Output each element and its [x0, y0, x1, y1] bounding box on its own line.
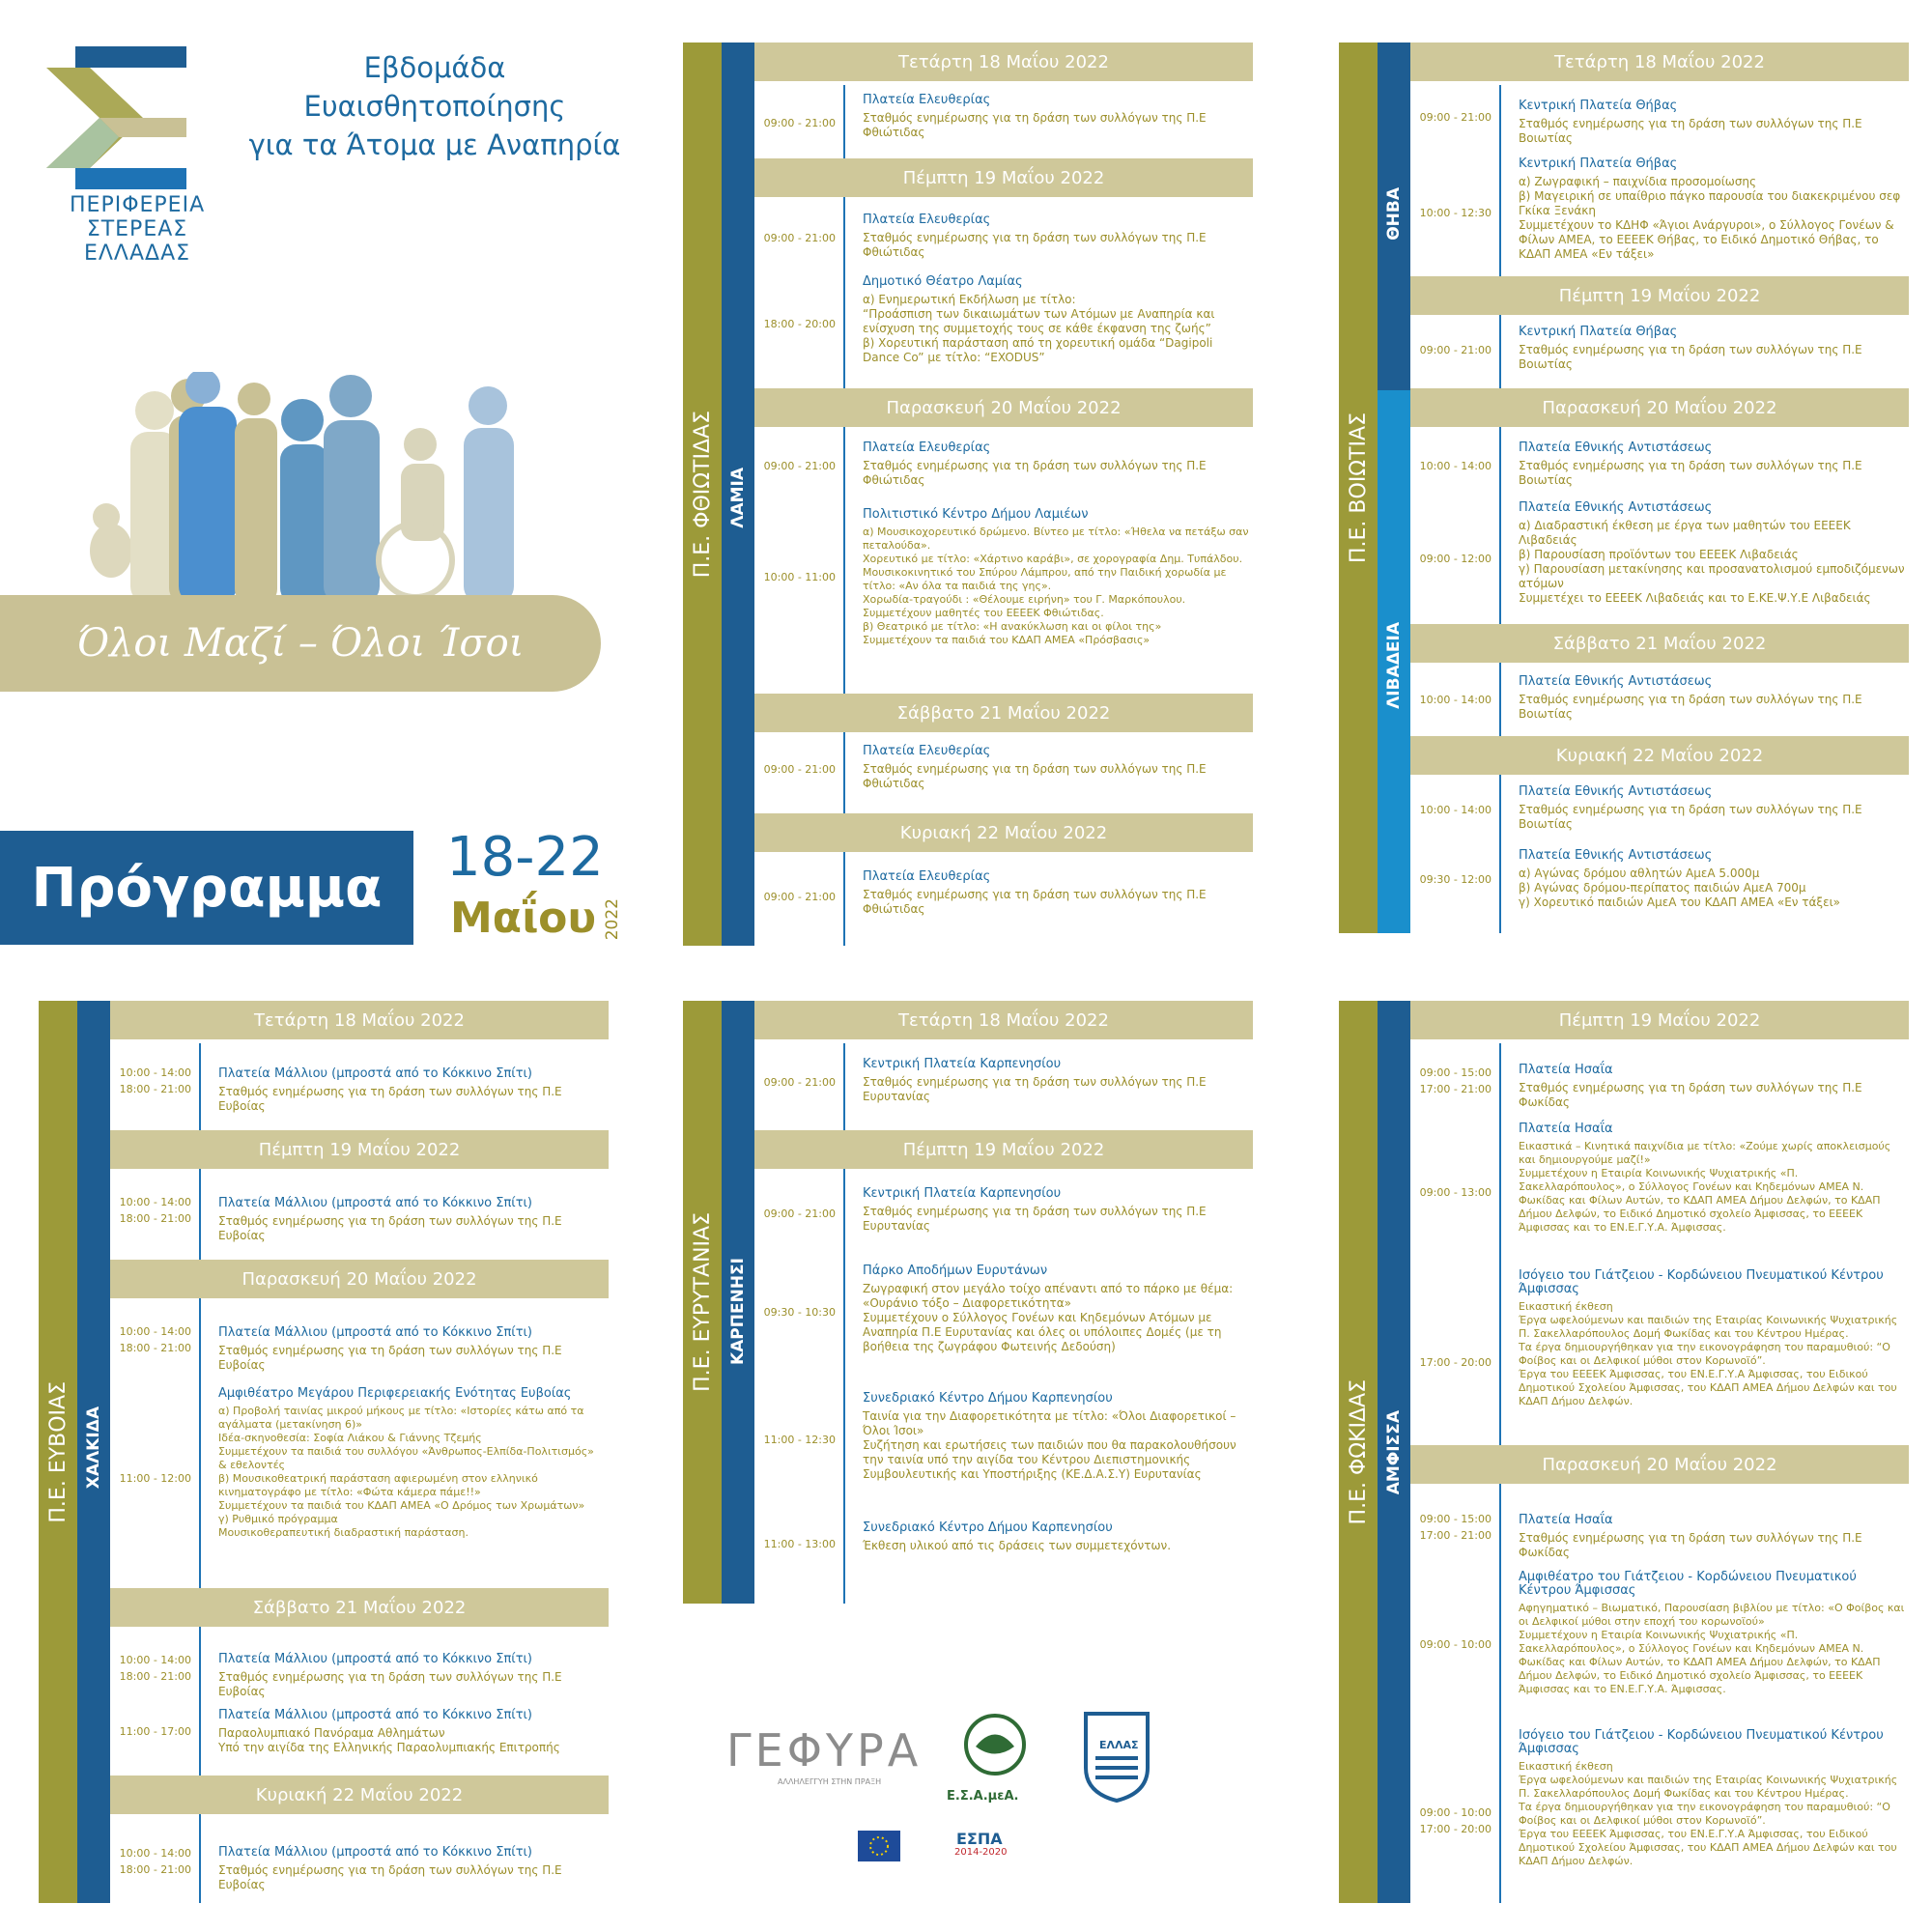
- year-label: 2022: [603, 898, 622, 941]
- event: Πλατεία Εθνικής Αντιστάσεως Σταθμός ενημέρωσης για τη δράση των συλλόγων της Π.Ε Βοιωτίας: [1519, 674, 1862, 721]
- event: Ισόγειο του Γιάτζειου - Κορδώνειου Πνευματικού Κέντρου Άμφισσας Εικαστική έκθεση Έργα ωφελούμενων και παιδιών της Εταιρίας Κοινωνικής Ψυχιατρικής Π. Σακελλαρόπουλος Δομή Φωκίδας και του Κέντρου Ημέρας. Τα έργα δημιουργήθηκαν για την εικονογράφηση του παραμυθιού: “Ο Φοίβος και οι Δελφικοί μύθοι στον Κορωνοϊό”. Έργα του ΕΕΕΕΚ Άμφισσας, του ΕΝ.Ε.Γ.Υ.Α Άμφισσας, του Ειδικού Δημοτικού Σχολείου Άμφισσας, του ΚΔΑΠ ΑΜΕΑ Δήμου Δελφών και του ΚΔΑΠ Δήμου Δελφών.: [1519, 1268, 1898, 1407]
- event-time: 09:00 - 21:00: [763, 232, 836, 244]
- region-label: Π.Ε. ΕΥΒΟΙΑΣ: [45, 1380, 71, 1523]
- event-time: 17:00 - 20:00: [1419, 1356, 1492, 1369]
- region-line3: ΕΛΛΑΔΑΣ: [83, 242, 191, 266]
- event-time: 09:30 - 10:30: [763, 1306, 836, 1319]
- city-bar: [722, 43, 754, 946]
- event-time: 09:00 - 10:00 17:00 - 20:00: [1419, 1806, 1492, 1835]
- event: Πολιτιστικό Κέντρο Δήμου Λαμιέων α) Μουσικοχορευτικό δρώμενο. Βίντεο με τίτλο: «Ήθελα να πετάξω σαν πεταλούδα». Χορευτικό με τίτλο: «Χάρτινο καράβι», σε χορογραφία Δημ. Τυπάλδου. Μουσικοκινητικό του Σπύρου Λάμπρου, από την Παιδική χορωδία με τίτλο: «Αν όλα τα παιδιά της γης». Χορωδία-τραγούδι : «Θέλουμε ειρήνη» του Γ. Μαρκόπουλου. Συμμετέχουν μαθητές του ΕΕΕΕΚ Φθιώτιδας. β) Θεατρικό με τίτλο: «Η ανακύκλωση και οι φίλοι της» Συμμετέχουν τα παιδιά του ΚΔΑΠ ΑΜΕΑ «Πρόσβασις»: [863, 507, 1249, 646]
- event-title: [242, 48, 628, 164]
- event: Αμφιθέατρο του Γιάτζειου - Κορδώνειου Πνευματικού Κέντρου Άμφισσας Αφηγηματικό – Βιωματικό, Παρουσίαση βιβλίου με τίτλο: «Ο Φοίβος και οι Δελφικοί μύθοι στην εποχή του κορωνοϊού» Συμμετέχουν η Εταιρία Κοινωνικής Ψυχιατρικής «Π. Σακελλαρόπουλος», ο Σύλλογος Γονέων και Κηδεμόνων ΑΜΕΑ Ν. Φωκίδας και Φίλων Αυτών, το ΚΔΑΠ ΑΜΕΑ Δήμου Δελφών, το ΚΔΑΠ Δήμου Δελφών, το Ειδικό Δημοτικό σχολείο Άμφισσας, το ΕΕΕΕΚ Άμφισσας και το ΕΝ.Ε.Γ.Υ.Α. Άμφισσας.: [1519, 1570, 1905, 1695]
- event: Κεντρική Πλατεία Καρπενησίου Σταθμός ενημέρωσης για τη δράση των συλλόγων της Π.Ε Ευρυτανίας: [863, 1186, 1207, 1233]
- event-title-line1: Εβδομάδα Ευαισθητοποίησης: [303, 51, 566, 123]
- eu-flag-icon: [858, 1831, 900, 1861]
- event: Πλατεία Ελευθερίας Σταθμός ενημέρωσης για τη δράση των συλλόγων της Π.Ε Φθιώτιδας: [863, 869, 1207, 916]
- region-label: Π.Ε. ΒΟΙΩΤΙΑΣ: [1346, 412, 1371, 563]
- day-header: Τετάρτη 18 Μαΐου 2022: [754, 43, 1253, 81]
- esamea-logo-icon: [952, 1708, 1038, 1795]
- event: Πλατεία Ησαΐα Σταθμός ενημέρωσης για τη δράση των συλλόγων της Π.Ε Φωκίδας: [1519, 1063, 1862, 1109]
- event-time: 09:00 - 21:00: [763, 1208, 836, 1220]
- region-label: Π.Ε. ΦΘΙΩΤΙΔΑΣ: [690, 410, 715, 579]
- paralympic-logo-icon: [1082, 1710, 1151, 1803]
- event-time: 09:00 - 21:00: [763, 763, 836, 776]
- event: Πλατεία Εθνικής Αντιστάσεως Σταθμός ενημέρωσης για τη δράση των συλλόγων της Π.Ε Βοιωτίας: [1519, 440, 1862, 487]
- event: Πλατεία Ελευθερίας Σταθμός ενημέρωσης για τη δράση των συλλόγων της Π.Ε Φθιώτιδας: [863, 440, 1207, 487]
- gefyra-logo: ΓΕΦΥΡΑ: [726, 1724, 923, 1776]
- event: Ισόγειο του Γιάτζειου - Κορδώνειου Πνευματικού Κέντρου Άμφισσας Εικαστική έκθεση Έργα ωφελούμενων και παιδιών της Εταιρίας Κοινωνικής Ψυχιατρικής Π. Σακελλαρόπουλος Δομή Φωκίδας και του Κέντρου Ημέρας. Τα έργα δημιουργήθηκαν για την εικονογράφηση του παραμυθιού: “Ο Φοίβος και οι Δελφικοί μύθοι στον Κορωνοϊό”. Έργα του ΕΕΕΕΚ Άμφισσας, του ΕΝ.Ε.Γ.Υ.Α Άμφισσας, του Ειδικού Δημοτικού Σχολείου Άμφισσας, του ΚΔΑΠ ΑΜΕΑ Δήμου Δελφών και του ΚΔΑΠ Δήμου Δελφών.: [1519, 1728, 1898, 1867]
- day-header: Παρασκευή 20 Μαΐου 2022: [1410, 1445, 1909, 1484]
- sigma-logo-icon: [46, 46, 191, 191]
- event-time: 10:00 - 14:00 18:00 - 21:00: [119, 1325, 191, 1354]
- day-header: Πέμπτη 19 Μαΐου 2022: [110, 1130, 609, 1169]
- event: Πλατεία Μάλλιου (μπροστά από το Κόκκινο Σπίτι) Σταθμός ενημέρωσης για τη δράση των συλλόγων της Π.Ε Ευβοίας: [218, 1325, 562, 1372]
- event-time: 10:00 - 14:00: [1419, 460, 1492, 472]
- day-header: Τετάρτη 18 Μαΐου 2022: [1410, 43, 1909, 81]
- day-header: Σάββατο 21 Μαΐου 2022: [1410, 624, 1909, 663]
- region-bar: [1339, 43, 1378, 933]
- region-line2: ΣΤΕΡΕΑΣ: [86, 217, 188, 242]
- event-time: 18:00 - 20:00: [763, 318, 836, 330]
- event: Δημοτικό Θέατρο Λαμίας α) Ενημερωτική Εκδήλωση με τίτλο: “Προάσπιση των δικαιωμάτων των Ατόμων με Αναπηρία και ενίσχυση της συμμετοχής τους σε κάθε έκφανση της ζωής” β) Χορευτική παράσταση από τη χορευτική ομάδα “Dagipoli Dance Co” με τίτλο: “EXODUS”: [863, 274, 1215, 364]
- event: Κεντρική Πλατεία Θήβας Σταθμός ενημέρωσης για τη δράση των συλλόγων της Π.Ε Βοιωτίας: [1519, 325, 1862, 371]
- city-label: ΧΑΛΚΙΔΑ: [84, 1406, 103, 1490]
- program-label-box: [0, 831, 413, 945]
- event: Πλατεία Ελευθερίας Σταθμός ενημέρωσης για τη δράση των συλλόγων της Π.Ε Φθιώτιδας: [863, 744, 1207, 790]
- event-time: 09:00 - 21:00: [763, 891, 836, 903]
- event-time: 10:00 - 14:00 18:00 - 21:00: [119, 1196, 191, 1225]
- slogan-banner: [0, 595, 601, 692]
- event: Πλατεία Εθνικής Αντιστάσεως α) Διαδραστική έκθεση με έργα των μαθητών του ΕΕΕΕΚ Λιβαδειάς β) Παρουσίαση προϊόντων του ΕΕΕΕΚ Λιβαδειάς γ) Παρουσίαση μετακίνησης και προσανατολισμού εμποδιζόμενων ατόμων Συμμετέχει το ΕΕΕΕΚ Λιβαδειάς και το Ε.ΚΕ.Ψ.Υ.Ε Λιβαδειάς: [1519, 500, 1905, 605]
- city-bar: [1378, 1001, 1410, 1903]
- city-bar: [77, 1001, 110, 1903]
- event: Πλατεία Μάλλιου (μπροστά από το Κόκκινο Σπίτι) Σταθμός ενημέρωσης για τη δράση των συλλόγων της Π.Ε Ευβοίας: [218, 1066, 562, 1113]
- event-time: 09:00 - 15:00 17:00 - 21:00: [1419, 1066, 1492, 1095]
- event: Κεντρική Πλατεία Θήβας α) Ζωγραφική – παιχνίδια προσομοίωσης β) Μαγειρική σε υπαίθριο πάγκο παρουσία του διακεκριμένου σεφ Γκίκα Ξενάκη Συμμετέχουν το ΚΔΗΦ «Άγιοι Ανάργυροι», ο Σύλλογος Γονέων & Φίλων ΑΜΕΑ, το ΕΕΕΕΚ Θήβας, το Ειδικό Δημοτικό Θήβας, το ΚΔΑΠ ΑΜΕΑ «Εν τάξει»: [1519, 156, 1901, 261]
- day-header: Σάββατο 21 Μαΐου 2022: [110, 1588, 609, 1627]
- event: Κεντρική Πλατεία Καρπενησίου Σταθμός ενημέρωσης για τη δράση των συλλόγων της Π.Ε Ευρυτανίας: [863, 1057, 1207, 1103]
- event-time: 09:00 - 15:00 17:00 - 21:00: [1419, 1513, 1492, 1542]
- event: Πλατεία Εθνικής Αντιστάσεως α) Αγώνας δρόμου αθλητών ΑμεΑ 5.000μ β) Αγώνας δρόμου-περίπατος παιδιών ΑμεΑ 700μ γ) Χορευτικό παιδιών ΑμεΑ του ΚΔΑΠ ΑΜΕΑ «Εν τάξει»: [1519, 848, 1841, 909]
- event-time: 10:00 - 14:00 18:00 - 21:00: [119, 1847, 191, 1876]
- day-header: Κυριακή 22 Μαΐου 2022: [1410, 736, 1909, 775]
- espa-years: 2014-2020: [954, 1847, 1008, 1858]
- region-bar: [683, 43, 722, 946]
- region-line1: ΠΕΡΙΦΕΡΕΙΑ: [70, 193, 206, 217]
- event-time: 11:00 - 12:30: [763, 1434, 836, 1446]
- region-bar: [39, 1001, 77, 1903]
- city-label: ΚΑΡΠΕΝΗΣΙ: [728, 1258, 748, 1366]
- event-time: 09:00 - 21:00: [763, 117, 836, 129]
- timeline-line: [1499, 85, 1501, 933]
- region-label: Π.Ε. ΕΥΡΥΤΑΝΙΑΣ: [690, 1212, 715, 1392]
- panel-fthiotida: [683, 43, 1253, 946]
- event-time: 11:00 - 17:00: [119, 1725, 191, 1738]
- esamea-logo-text: Ε.Σ.Α.μεΑ.: [947, 1789, 1019, 1804]
- event: Συνεδριακό Κέντρο Δήμου Καρπενησίου Ταινία για την Διαφορετικότητα με τίτλο: «Όλοι Διαφορετικοί – Όλοι Ίσοι» Συζήτηση και ερωτήσεις των παιδιών που θα παρακολουθήσουν την ταινία υπό την αιγίδα του Κέντρου Διεπιστημονικής Συμβουλευτικής και Υποστήριξης (ΚΕ.Δ.Α.Σ.Υ) Ευρυτανίας: [863, 1391, 1236, 1481]
- timeline-line: [199, 1043, 201, 1903]
- event: Συνεδριακό Κέντρο Δήμου Καρπενησίου Έκθεση υλικού από τις δράσεις των συμμετεχόντων.: [863, 1520, 1172, 1552]
- event: Πλατεία Μάλλιου (μπροστά από το Κόκκινο Σπίτι) Παραολυμπιακό Πανόραμα Αθλημάτων Υπό την αιγίδα της Ελληνικής Παραολυμπιακής Επιτροπής: [218, 1708, 560, 1754]
- day-header: Σάββατο 21 Μαΐου 2022: [754, 694, 1253, 732]
- day-header: Πέμπτη 19 Μαΐου 2022: [1410, 1001, 1909, 1039]
- wheelchair-icon: [379, 428, 452, 597]
- panel-fokida: [1339, 1001, 1909, 1903]
- event-title-line2: για τα Άτομα με Αναπηρία: [248, 128, 621, 161]
- event: Αμφιθέατρο Μεγάρου Περιφερειακής Ενότητας Ευβοίας α) Προβολή ταινίας μικρού μήκους με τίτλο: «Ιστορίες κάτω από τα αγάλματα (μετακίνηση 6)» Ιδέα-σκηνοθεσία: Σοφία Λιάκου & Γιάννης Τζεμής Συμμετέχουν τα παιδιά του συλλόγου «Άνθρωπος-Ελπίδα-Πολιτισμός» & εθελοντές β) Μουσικοθεατρική παράσταση αφιερωμένη στον ελληνικό κινηματογράφο με τίτλο: «Φώτα κάμερα πάμε!!» Συμμετέχουν τα παιδιά του ΚΔΑΠ ΑΜΕΑ «Ο Δρόμος των Χρωμάτων» γ) Ρυθμικό πρόγραμμα Μουσικοθεραπευτική διαδραστική παράσταση.: [218, 1386, 594, 1539]
- panel-voiotia: [1339, 43, 1909, 933]
- event-time: 09:30 - 12:00: [1419, 873, 1492, 886]
- day-header: Πέμπτη 19 Μαΐου 2022: [1410, 276, 1909, 315]
- event-time: 09:00 - 10:00: [1419, 1638, 1492, 1651]
- espa-logo-text: ΕΣΠΑ: [956, 1830, 1003, 1848]
- day-header: Τετάρτη 18 Μαΐου 2022: [110, 1001, 609, 1039]
- timeline-line: [843, 1043, 845, 1604]
- gefyra-tagline: ΑΛΛΗΛΕΓΓΥΗ ΣΤΗΝ ΠΡΑΞΗ: [778, 1777, 882, 1786]
- event: Πλατεία Μάλλιου (μπροστά από το Κόκκινο Σπίτι) Σταθμός ενημέρωσης για τη δράση των συλλόγων της Π.Ε Ευβοίας: [218, 1196, 562, 1242]
- city-label: ΛΙΒΑΔΕΙΑ: [1384, 622, 1404, 709]
- event-time: 09:00 - 21:00: [1419, 344, 1492, 356]
- region-logo: [46, 46, 191, 191]
- program-label: Πρόγραμμα: [31, 856, 383, 920]
- date-range: 18-22: [446, 826, 604, 889]
- event: Πλατεία Ελευθερίας Σταθμός ενημέρωσης για τη δράση των συλλόγων της Π.Ε Φθιώτιδας: [863, 213, 1207, 259]
- month-label: Μαΐου: [450, 894, 597, 943]
- event-time: 10:00 - 11:00: [763, 571, 836, 583]
- region-bar: [1339, 1001, 1378, 1903]
- event: Πλατεία Ελευθερίας Σταθμός ενημέρωσης για τη δράση των συλλόγων της Π.Ε Φθιώτιδας: [863, 93, 1207, 139]
- event-time: 10:00 - 14:00: [1419, 804, 1492, 816]
- region-bar: [683, 1001, 722, 1604]
- day-header: Παρασκευή 20 Μαΐου 2022: [110, 1260, 609, 1298]
- day-header: Κυριακή 22 Μαΐου 2022: [110, 1776, 609, 1814]
- city-bar: [722, 1001, 754, 1604]
- event-time: 11:00 - 13:00: [763, 1538, 836, 1550]
- event: Πλατεία Ησαΐα Σταθμός ενημέρωσης για τη δράση των συλλόγων της Π.Ε Φωκίδας: [1519, 1513, 1862, 1559]
- day-header: Παρασκευή 20 Μαΐου 2022: [1410, 388, 1909, 427]
- event-time: 09:00 - 21:00: [1419, 111, 1492, 124]
- city-bar-livadeia: [1378, 390, 1410, 933]
- event-time: 11:00 - 12:00: [119, 1472, 191, 1485]
- event: Πάρκο Αποδήμων Ευρυτάνων Ζωγραφική στον μεγάλο τοίχο απέναντι από το πάρκο με θέμα: «Ουράνιο τόξο – Διαφορετικότητα» Συμμετέχουν ο Σύλλογος Γονέων και Κηδεμόνων Ατόμων με Αναπηρία Π.Ε Ευρυτανίας και όλες οι υπόλοιπες Δομές (με τη βοήθεια της ζωγράφου Φωτεινής Δεδούση): [863, 1264, 1234, 1353]
- panel-evia: [39, 1001, 609, 1903]
- city-label: ΛΑΜΙΑ: [728, 468, 748, 528]
- event: Πλατεία Εθνικής Αντιστάσεως Σταθμός ενημέρωσης για τη δράση των συλλόγων της Π.Ε Βοιωτίας: [1519, 784, 1862, 831]
- event-time: 09:00 - 13:00: [1419, 1186, 1492, 1199]
- day-header: Κυριακή 22 Μαΐου 2022: [754, 813, 1253, 852]
- event-time: 09:00 - 21:00: [763, 460, 836, 472]
- paralympic-logo-text: ΕΛΛΑΣ: [1099, 1739, 1139, 1751]
- event: Πλατεία Ησαΐα Εικαστικά – Κινητικά παιχνίδια με τίτλο: «Ζούμε χωρίς αποκλεισμούς και δημιουργούμε μαζί!» Συμμετέχουν η Εταιρία Κοινωνικής Ψυχιατρικής «Π. Σακελλαρόπουλος», ο Σύλλογος Γονέων και Κηδεμόνων ΑΜΕΑ Ν. Φωκίδας και Φίλων Αυτών, το ΚΔΑΠ ΑΜΕΑ Δήμου Δελφών, το ΚΔΑΠ Δήμου Δελφών, το Ειδικό Δημοτικό σχολείο Άμφισσας, το ΕΕΕΕΚ Άμφισσας και το ΕΝ.Ε.Γ.Υ.Α. Άμφισσας.: [1519, 1122, 1891, 1234]
- slogan-text: Όλοι Μαζί – Όλοι Ίσοι: [76, 621, 525, 666]
- event-time: 09:00 - 12:00: [1419, 553, 1492, 565]
- event: Κεντρική Πλατεία Θήβας Σταθμός ενημέρωσης για τη δράση των συλλόγων της Π.Ε Βοιωτίας: [1519, 99, 1862, 145]
- event-time: 10:00 - 14:00: [1419, 694, 1492, 706]
- people-silhouettes-illustration: [82, 372, 536, 604]
- day-header: Πέμπτη 19 Μαΐου 2022: [754, 158, 1253, 197]
- region-label: Π.Ε. ΦΩΚΙΔΑΣ: [1346, 1378, 1371, 1525]
- dog-icon: [90, 503, 132, 578]
- event-time: 09:00 - 21:00: [763, 1076, 836, 1089]
- event: Πλατεία Μάλλιου (μπροστά από το Κόκκινο Σπίτι) Σταθμός ενημέρωσης για τη δράση των συλλόγων της Π.Ε Ευβοίας: [218, 1652, 562, 1698]
- event-time: 10:00 - 14:00 18:00 - 21:00: [119, 1654, 191, 1683]
- panel-evrytania: [683, 1001, 1253, 1604]
- region-name: [70, 193, 205, 266]
- day-header: Πέμπτη 19 Μαΐου 2022: [754, 1130, 1253, 1169]
- city-label: ΘΗΒΑ: [1384, 187, 1404, 241]
- event-time: 10:00 - 14:00 18:00 - 21:00: [119, 1066, 191, 1095]
- day-header: Παρασκευή 20 Μαΐου 2022: [754, 388, 1253, 427]
- day-header: Τετάρτη 18 Μαΐου 2022: [754, 1001, 1253, 1039]
- city-bar-thiva: [1378, 43, 1410, 390]
- event: Πλατεία Μάλλιου (μπροστά από το Κόκκινο Σπίτι) Σταθμός ενημέρωσης για τη δράση των συλλόγων της Π.Ε Ευβοίας: [218, 1845, 562, 1891]
- city-label: ΑΜΦΙΣΣΑ: [1384, 1410, 1404, 1495]
- event-time: 10:00 - 12:30: [1419, 207, 1492, 219]
